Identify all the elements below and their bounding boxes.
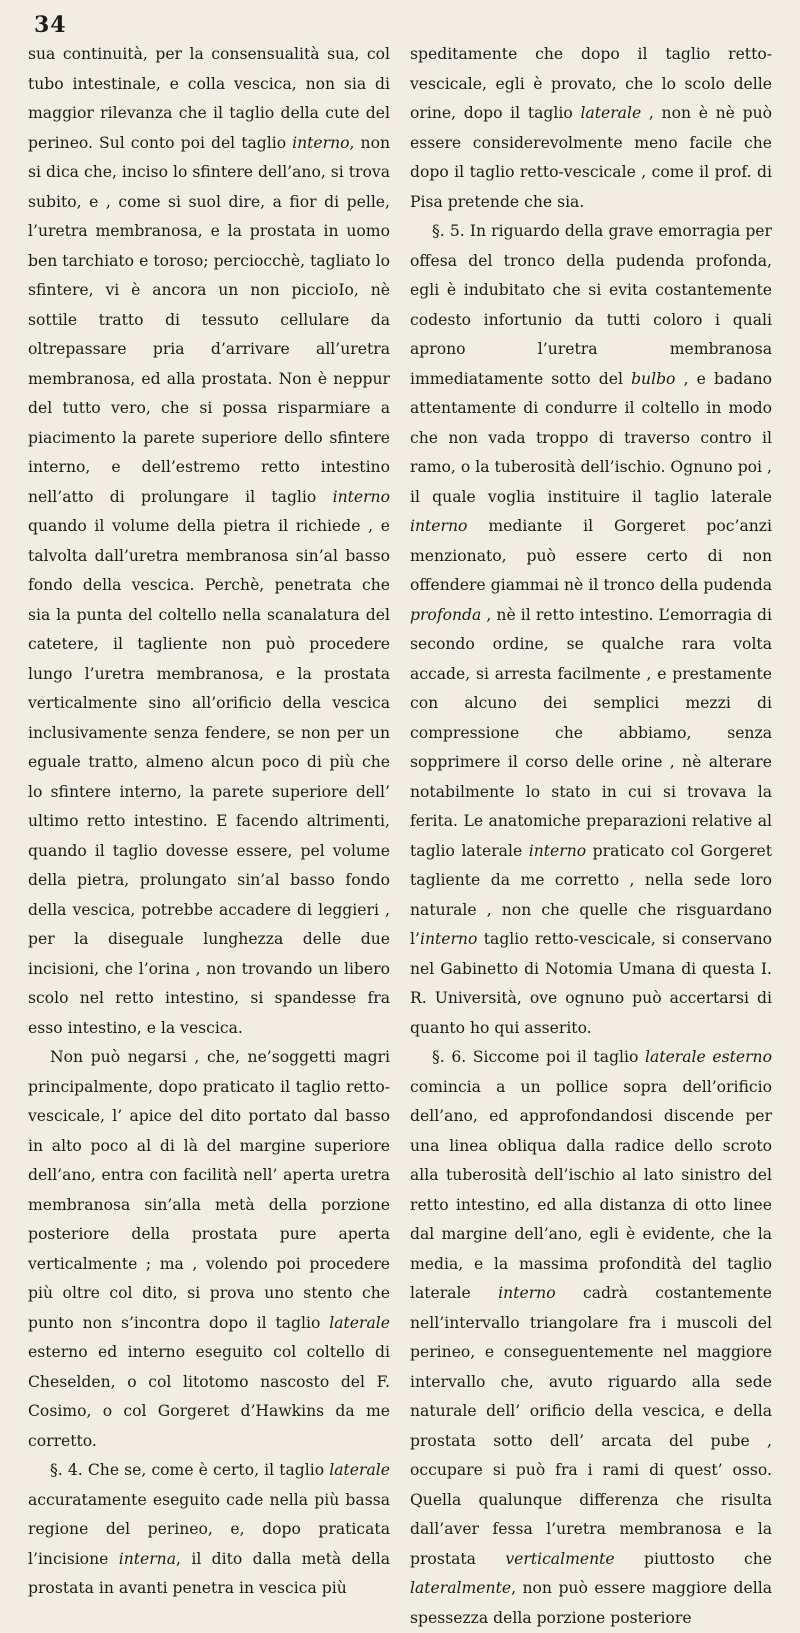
italic-term: interno (292, 133, 350, 152)
paragraph (28, 1456, 390, 1604)
italic-term: laterale (329, 1313, 390, 1332)
paragraph (28, 1043, 390, 1456)
text-run: quando il volume della pietra il richiede , e talvolta dall’uretra membranosa sin’al basso fondo della vescica. Perchè, penetrata che sia la punta del coltello nella scanalatura del catetere, il tagliente non può procedere lungo l’uretra membranosa, e la prostata verticalmente sino all’orificio della vescica inclusivamente senza fendere, se non per un eguale tratto, almeno alcun poco di più che lo sfintere interno, la parete superiore dell’ ultimo retto intestino. E facendo altrimenti, quando il taglio dovesse essere, pel volume della pietra, prolungato sin’al basso fondo della vescica, potrebbe accadere di leggieri , per la diseguale lunghezza delle due incisioni, che l’orina , non trovando un libero scolo nel retto intestino, si spandesse fra esso intestino, e la vescica. (28, 517, 390, 1037)
paragraph (410, 1043, 772, 1633)
italic-term: interno (419, 930, 478, 948)
italic-term: verticalmente (505, 1549, 615, 1568)
italic-term: laterale (580, 104, 642, 122)
text-run: esterno ed interno eseguito col coltello di Cheselden, o col litotomo nascosto del F. Cosimo, o col Gorgeret d’Hawkins da me corretto. (28, 1343, 390, 1450)
text-run: §. 6. Siccome poi il taglio (432, 1048, 646, 1066)
text-run: , nè il retto intestino. L’emorragia di secondo ordine, se qualche rara volta accade, si arresta facilmente , e prestamente con alcuno dei semplici mezzi di compressione che abbiamo, senza sopprimere il corso delle orine , nè alterare notabilmente lo stato in cui si trovava la ferita. Le anatomiche preparazioni relative al taglio laterale (410, 605, 772, 860)
paragraph (410, 217, 772, 1043)
italic-term: interno (410, 517, 468, 535)
paragraph (410, 40, 772, 217)
page-number: 34 (34, 12, 67, 38)
text-run: sua continuità, per la consensualità sua, col tubo intestinale, e colla vescica, non sia di maggior rilevanza che il taglio della cute del perineo. Sul conto poi del taglio (28, 45, 390, 152)
text-run: , non può essere maggiore della spessezza della porzione posteriore (410, 1579, 772, 1627)
text-run: taglio retto-vescicale, si conservano nel Gabinetto di Notomia Umana di questa I. R. Università, ove ognuno può accertarsi di quanto ho qui asserito. (410, 930, 772, 1037)
right-column (410, 40, 772, 1633)
text-run: accuratamente eseguito cade nella più bassa regione del perineo, e, dopo praticata l’incisione (28, 1490, 390, 1568)
text-run: mediante il Gorgeret poc’anzi menzionato, può essere certo di non offendere giammai nè il tronco della pudenda (410, 517, 772, 594)
text-run: §. 4. Che se, come è certo, il taglio (50, 1461, 330, 1479)
text-run: , e badano attentamente di condurre il coltello in modo che non vada troppo di traverso contro il ramo, o la tuberosità dell’ischio. Ognuno poi , il quale voglia instituire il taglio laterale (410, 369, 772, 506)
text-run: §. 5. In riguardo della grave emorragia per offesa del tronco della pudenda profonda, egli è indubitato che si evita costantemente codesto infortunio da tutti coloro i quali aprono l’uretra membranosa immediatamente sotto del (410, 222, 772, 388)
italic-term: interno (528, 841, 587, 860)
italic-term: profonda (410, 605, 482, 624)
italic-term: interna (118, 1549, 177, 1568)
paragraph (28, 40, 390, 1043)
italic-term: interno (498, 1284, 556, 1302)
text-run: , non è nè può essere considerevolmente meno facile che dopo il taglio retto-vescicale , come il prof. di Pisa pretende che sia. (410, 104, 772, 211)
text-run: cadrà costantemente nell’intervallo triangolare fra i muscoli del perineo, e conseguentemente nel maggiore intervallo che, avuto riguardo alla sede naturale dell’ orificio della vescica, e della prostata sotto dell’ arcata del pube , occupare si può fra i rami di quest’ osso. Quella qualunque differenza che risulta dall’aver fessa l’uretra membranosa e la prostata (410, 1284, 772, 1568)
italic-term: interno (332, 487, 390, 506)
text-run: Non può negarsi , che, ne’soggetti magri principalmente, dopo praticato il taglio retto-vescicale, l’ apice del dito portato dal basso in alto poco al di là del margine superiore dell’ano, entra con facilità nell’ aperta uretra membranosa sin’alla metà della porzione posteriore della prostata pure aperta verticalmente ; ma , volendo poi procedere più oltre col dito, si prova uno stento che punto non s’incontra dopo il taglio (28, 1048, 390, 1332)
text-run: piuttosto che (614, 1549, 772, 1568)
text-run: , non si dica che, inciso lo sfintere dell’ano, si trova subito, e , come si suol dire, a fior di pelle, l’uretra membranosa, e la prostata in uomo ben tarchiato e toroso; perciocchè, tagliato lo sfintere, vi è ancora un non piccioIo, nè sottile tratto di tessuto cellulare da oltrepassare pria d’arrivare all’uretra membranosa, ed alla prostata. Non è neppur del tutto vero, che si possa risparmiare a piacimento la parete superiore dello sfintere interno, e dell’estremo retto intestino nell’atto di prolungare il taglio (28, 133, 390, 506)
italic-term: lateralmente (410, 1579, 512, 1597)
left-column (28, 40, 390, 1604)
text-run: comincia a un pollice sopra dell’orificio dell’ano, ed approfondandosi discende per una linea obliqua dalla radice dello scroto alla tuberosità dell’ischio al lato sinistro del retto intestino, ed alla distanza di otto linee dal margine dell’ano, egli è evidente, che la media, e la massima profondità del taglio laterale (410, 1077, 772, 1302)
italic-term: bulbo (631, 369, 676, 388)
italic-term: laterale esterno (645, 1048, 772, 1066)
text-run: praticato col Gorgeret tagliente da me corretto , nella sede loro naturale , non che quelle che risguardano l’ (410, 841, 772, 948)
italic-term: laterale (329, 1461, 390, 1479)
text-run: speditamente che dopo il taglio retto-vescicale, egli è provato, che lo scolo delle orine, dopo il taglio (410, 45, 772, 122)
text-run: , il dito dalla metà della prostata in avanti penetra in vescica più (28, 1549, 390, 1597)
